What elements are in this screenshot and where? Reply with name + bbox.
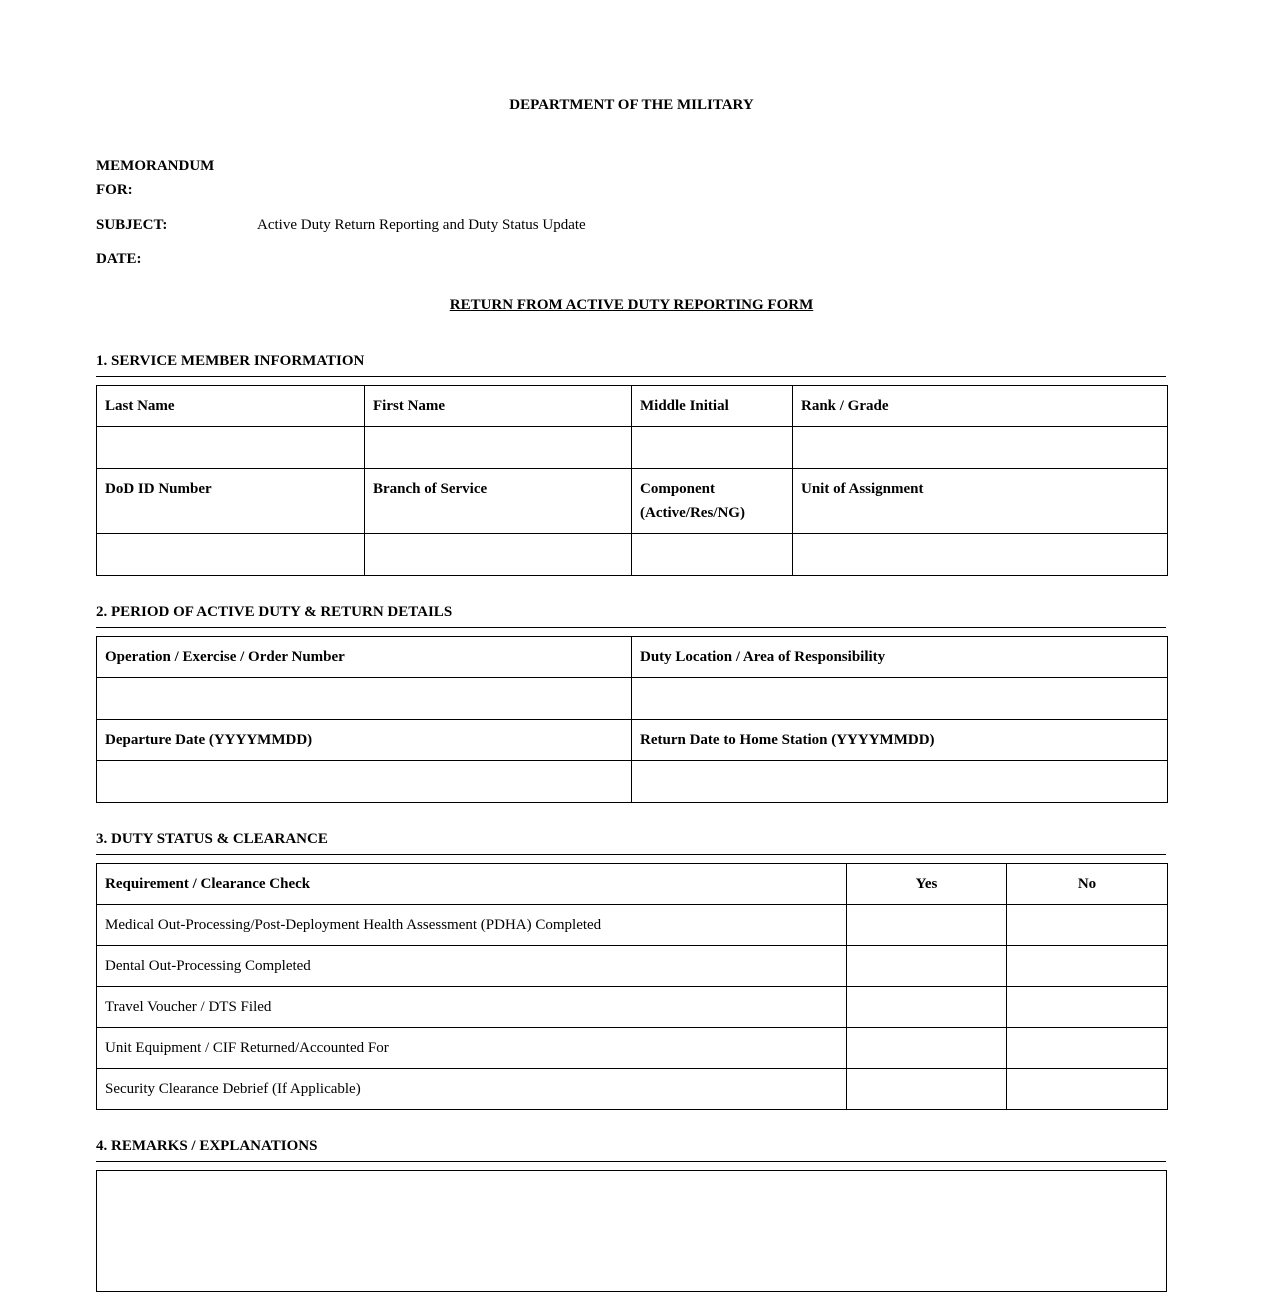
requirement-header: Requirement / Clearance Check [97,864,847,905]
yes-header: Yes [847,864,1007,905]
form-title: RETURN FROM ACTIVE DUTY REPORTING FORM [449,297,814,313]
no-cell[interactable] [1007,905,1168,946]
no-cell[interactable] [1007,1028,1168,1069]
departure-date-header: Departure Date (YYYYMMDD) [97,720,632,761]
branch-header: Branch of Service [365,469,632,534]
operation-field[interactable] [97,678,632,720]
no-cell[interactable] [1007,946,1168,987]
operation-header: Operation / Exercise / Order Number [97,637,632,678]
no-header: No [1007,864,1168,905]
unit-header: Unit of Assignment [793,469,1168,534]
branch-field[interactable] [365,534,632,576]
unit-field[interactable] [793,534,1168,576]
clearance-item: Travel Voucher / DTS Filed [97,987,847,1028]
component-field[interactable] [632,534,793,576]
section1-heading: 1. SERVICE MEMBER INFORMATION [96,353,1166,377]
last-name-field[interactable] [97,427,365,469]
active-duty-table [96,636,1168,803]
yes-cell[interactable] [847,946,1007,987]
service-member-table [96,385,1168,576]
yes-cell[interactable] [847,1069,1007,1110]
yes-cell[interactable] [847,905,1007,946]
first-name-header: First Name [365,386,632,427]
rank-grade-field[interactable] [793,427,1168,469]
clearance-item: Security Clearance Debrief (If Applicable) [97,1069,847,1110]
clearance-item: Medical Out-Processing/Post-Deployment Health Assessment (PDHA) Completed [97,905,847,946]
section4-heading: 4. REMARKS / EXPLANATIONS [96,1138,1166,1162]
duty-location-header: Duty Location / Area of Responsibility [632,637,1168,678]
section2-heading: 2. PERIOD OF ACTIVE DUTY & RETURN DETAILS [96,604,1166,628]
section3-heading: 3. DUTY STATUS & CLEARANCE [96,831,1166,855]
return-date-field[interactable] [632,761,1168,803]
no-cell[interactable] [1007,987,1168,1028]
yes-cell[interactable] [847,987,1007,1028]
departure-date-field[interactable] [97,761,632,803]
subject-label: SUBJECT: [96,217,168,233]
first-name-field[interactable] [365,427,632,469]
yes-cell[interactable] [847,1028,1007,1069]
remarks-field[interactable] [96,1170,1167,1292]
middle-initial-header: Middle Initial [632,386,793,427]
clearance-table [96,863,1168,1110]
clearance-item: Dental Out-Processing Completed [97,946,847,987]
clearance-item: Unit Equipment / CIF Returned/Accounted For [97,1028,847,1069]
return-date-header: Return Date to Home Station (YYYYMMDD) [632,720,1168,761]
rank-grade-header: Rank / Grade [793,386,1168,427]
duty-location-field[interactable] [632,678,1168,720]
date-label: DATE: [96,251,142,267]
last-name-header: Last Name [97,386,365,427]
subject-value: Active Duty Return Reporting and Duty Status Update [257,217,586,233]
dod-id-header: DoD ID Number [97,469,365,534]
department-title: DEPARTMENT OF THE MILITARY [509,97,754,113]
component-header: Component (Active/Res/NG) [632,469,793,534]
middle-initial-field[interactable] [632,427,793,469]
memorandum-label: MEMORANDUM [96,158,215,174]
no-cell[interactable] [1007,1069,1168,1110]
memo-for-label: FOR: [96,182,133,198]
dod-id-field[interactable] [97,534,365,576]
